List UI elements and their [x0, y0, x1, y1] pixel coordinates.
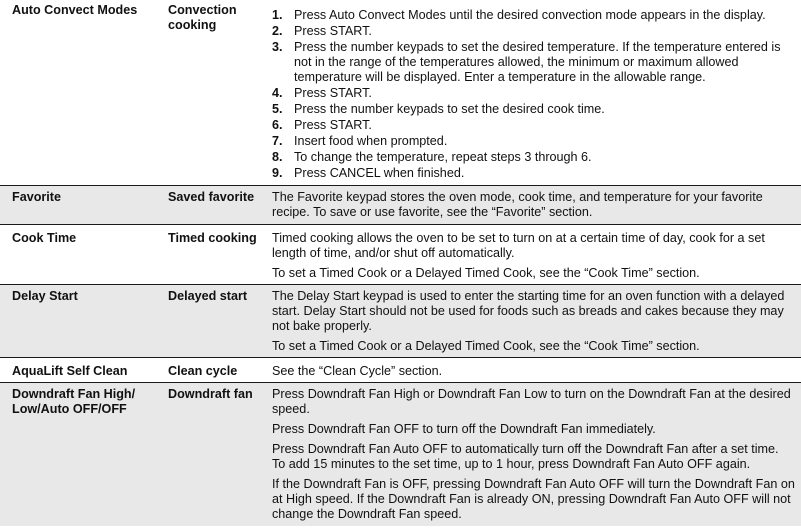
- instructions: [260, 358, 801, 383]
- paragraph: To set a Timed Cook or a Delayed Timed Cook, see the “Cook Time” section.: [272, 339, 700, 353]
- feature-name: Saved favorite: [156, 186, 260, 225]
- list-item: 5. Press the number keypads to set the desired cook time.: [272, 102, 605, 116]
- list-item: 9. Press CANCEL when finished.: [272, 166, 465, 180]
- table-row: [0, 225, 801, 285]
- instructions: [260, 186, 801, 225]
- feature-name: Delayed start: [156, 285, 260, 358]
- keypad-name: Cook Time: [0, 225, 156, 285]
- list-item: 6. Press START.: [272, 118, 372, 132]
- keypad-name: Downdraft Fan High/ Low/Auto OFF/OFF: [0, 383, 156, 527]
- keypad-name: AquaLift Self Clean: [0, 358, 156, 383]
- table-row: [0, 0, 801, 186]
- paragraph: Press Downdraft Fan OFF to turn off the Downdraft Fan immediately.: [272, 422, 656, 436]
- table-row: [0, 285, 801, 358]
- paragraph: To set a Timed Cook or a Delayed Timed Cook, see the “Cook Time” section.: [272, 266, 700, 280]
- instructions: [260, 225, 801, 285]
- paragraph: If the Downdraft Fan is OFF, pressing Downdraft Fan Auto OFF will turn the Downdraft Fan on at High speed. If the Downdraft Fan is already ON, pressing Downdraft Fan Auto OFF will not change the Downdraft Fan speed.: [272, 477, 795, 521]
- table-row: [0, 358, 801, 383]
- list-item: 2. Press START.: [272, 24, 372, 38]
- table-row: [0, 186, 801, 225]
- keypad-name: Favorite: [0, 186, 156, 225]
- paragraph: Press Downdraft Fan Auto OFF to automatically turn off the Downdraft Fan after a set time. To add 15 minutes to the set time, up to 1 hour, press Downdraft Fan Auto OFF again.: [272, 442, 779, 471]
- feature-name: Downdraft fan: [156, 383, 260, 527]
- step-list: [272, 8, 795, 181]
- feature-name: Clean cycle: [156, 358, 260, 383]
- table-row: [0, 383, 801, 527]
- instructions: [260, 285, 801, 358]
- list-item: 4. Press START.: [272, 86, 372, 100]
- list-item: 1. Press Auto Convect Modes until the desired convection mode appears in the display.: [272, 8, 766, 22]
- paragraph: Press Downdraft Fan High or Downdraft Fan Low to turn on the Downdraft Fan at the desired speed.: [272, 387, 791, 416]
- list-item: 8. To change the temperature, repeat steps 3 through 6.: [272, 150, 592, 164]
- paragraph: Timed cooking allows the oven to be set to turn on at a certain time of day, cook for a set length of time, and/or shut off automatically.: [272, 231, 765, 260]
- list-item: 7. Insert food when prompted.: [272, 134, 448, 148]
- instructions: [260, 383, 801, 527]
- keypad-name: Auto Convect Modes: [12, 3, 138, 17]
- instructions: [260, 0, 801, 186]
- feature-name: Convection cooking: [168, 3, 237, 32]
- keypad-name: Delay Start: [0, 285, 156, 358]
- paragraph: See the “Clean Cycle” section.: [272, 364, 443, 378]
- list-item: 3. Press the number keypads to set the desired temperature. If the temperature entered is not in the range of the temperatures allowed, the minimum or maximum allowed temperature will be displayed. Enter a temperature in the allowable range.: [272, 40, 781, 84]
- paragraph: The Delay Start keypad is used to enter the starting time for an oven function with a delayed start. Delay Start should not be used for foods such as breads and cakes because they may not bake properly.: [272, 289, 785, 333]
- paragraph: The Favorite keypad stores the oven mode, cook time, and temperature for your favorite recipe. To save or use favorite, see the “Favorite” section.: [272, 190, 763, 219]
- feature-name: Timed cooking: [156, 225, 260, 285]
